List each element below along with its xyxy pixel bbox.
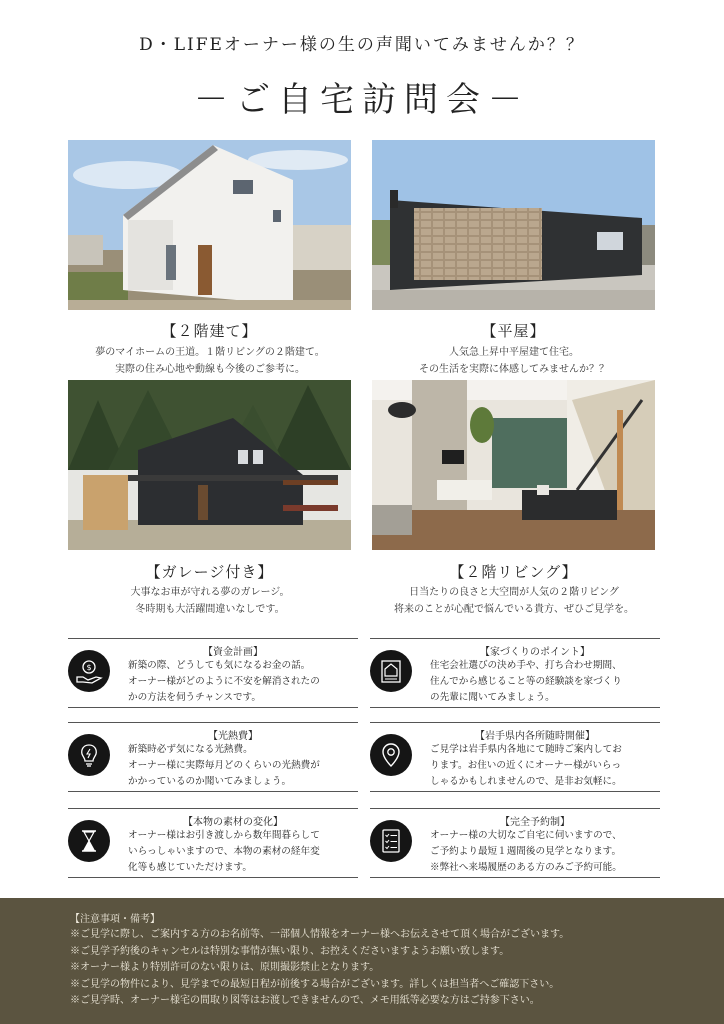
- info-line: オーナー様はお引き渡しから数年間暮らして: [128, 830, 320, 841]
- card-2f-living-title: 【２階リビング】: [449, 563, 578, 581]
- card-desc-line: 人気急上昇中平屋建て住宅。: [449, 347, 579, 358]
- info-line: ご見学は岩手県内各地にて随時ご案内してお: [430, 744, 622, 755]
- notes-section: [0, 898, 724, 1024]
- divider: [68, 791, 358, 792]
- card-desc-line: 日当たりの良さと大空間が人気の２階リビング: [409, 587, 619, 598]
- info-utility-costs: [68, 722, 358, 792]
- card-two-story-title: 【２階建て】: [161, 322, 258, 340]
- info-text: [128, 742, 360, 790]
- divider: [68, 638, 358, 639]
- info-line: 新築の際、どうしても気になるお金の話。: [128, 660, 311, 671]
- info-text: [128, 828, 360, 876]
- info-line: 新築時必ず気になる光熱費。: [128, 744, 253, 755]
- info-text: [430, 742, 662, 790]
- info-title: 【岩手県内各所随時開催】: [475, 731, 595, 742]
- info-line: しゃるかもしれませんので、是非お気軽に。: [430, 776, 622, 787]
- info-title: 【光熱費】: [208, 731, 258, 742]
- info-line: かの方法を伺うチャンスです。: [128, 692, 261, 703]
- notes-list: [70, 927, 569, 1010]
- divider: [370, 722, 660, 723]
- info-title: 【本物の素材の変化】: [183, 817, 283, 828]
- info-line: オーナー様がどのように不安を解消されたの: [128, 676, 320, 687]
- card-garage-title: 【ガレージ付き】: [145, 563, 274, 581]
- divider: [370, 638, 660, 639]
- info-title: 【資金計画】: [203, 647, 263, 658]
- divider: [370, 707, 660, 708]
- note-item: ※ご見学に際し、ご案内する方のお名前等、一部個人情報をオーナー様へお伝えさせて頂く場合がございます。: [70, 929, 570, 940]
- info-line: ※弊社へ来場履歴のある方のみご予約可能。: [430, 862, 622, 873]
- divider: [68, 808, 358, 809]
- notes-title: 【注意事項・備考】: [70, 914, 160, 925]
- page-title: －ご自宅訪問会－: [194, 80, 530, 120]
- divider: [68, 707, 358, 708]
- card-desc-line: 実際の住み心地や動線も今後のご参考に。: [115, 364, 305, 375]
- info-title: 【家づくりのポイント】: [480, 647, 590, 658]
- divider: [370, 877, 660, 878]
- note-item: ※ご見学の物件により、見学までの最短日程が前後する場合がございます。詳しくは担当者へご確認下さい。: [70, 978, 560, 990]
- info-home-building-points: [370, 638, 660, 708]
- divider: [68, 877, 358, 878]
- info-line: 住んでから感じること等の経験談を家づくり: [430, 676, 622, 687]
- divider: [68, 722, 358, 723]
- page-subtitle: D・LIFEオーナー様の生の声聞いてみませんか？？: [139, 35, 585, 55]
- info-text: [430, 828, 662, 876]
- card-single-story-title: 【平屋】: [481, 322, 546, 340]
- info-line: オーナー様の大切なご自宅に伺いますので、: [430, 830, 622, 841]
- card-desc-line: 夢のマイホームの王道。１階リビングの２階建て。: [95, 347, 325, 358]
- card-desc-line: 冬時期も大活躍間違いなしです。: [135, 604, 285, 615]
- lightbulb-icon: [68, 734, 110, 776]
- note-item: ※ご見学予約後のキャンセルは特別な事情が無い限り、お控えくださいますようお願い致します。: [70, 945, 510, 957]
- info-text: [430, 658, 662, 706]
- photo-garage-house: [68, 380, 351, 550]
- svg-text:$: $: [86, 663, 92, 672]
- info-material-aging: [68, 808, 358, 878]
- card-garage-desc: [60, 584, 360, 618]
- card-two-story-desc: [60, 344, 360, 378]
- info-funding-plan: [68, 638, 358, 708]
- info-title: 【完全予約制】: [500, 817, 570, 828]
- info-line: ります。お住いの近くにオーナー様がいらっ: [430, 760, 622, 771]
- info-iwate-locations: [370, 722, 660, 792]
- card-single-story-desc: [364, 344, 664, 378]
- divider: [370, 791, 660, 792]
- card-desc-line: 大事なお車が守れる夢のガレージ。: [130, 587, 290, 598]
- info-line: ご予約より最短１週間後の見学となります。: [430, 846, 622, 857]
- checklist-icon: [370, 820, 412, 862]
- photo-single-story-house: [372, 140, 655, 310]
- house-plan-icon: [370, 650, 412, 692]
- info-line: 化等も感じていただけます。: [128, 862, 252, 873]
- photo-living-room: [372, 380, 655, 550]
- money-hand-icon: [68, 650, 110, 692]
- photo-two-story-house: [68, 140, 351, 310]
- info-line: 住宅会社選びの決め手や、打ち合わせ期間、: [430, 660, 622, 671]
- note-item: ※ご見学時、オーナー様宅の間取り図等はお渡しできませんので、メモ用紙等必要な方はご持参下さい。: [70, 995, 540, 1006]
- divider: [370, 808, 660, 809]
- card-2f-living-desc: [364, 584, 664, 618]
- card-desc-line: 将来のことが心配で悩んでいる貴方、ぜひご見学を。: [394, 604, 634, 615]
- location-pin-icon: [370, 734, 412, 776]
- info-line: オーナー様に実際毎月どのくらいの光熱費が: [128, 760, 320, 771]
- hourglass-icon: [68, 820, 110, 862]
- card-desc-line: その生活を実際に体感してみませんか？？: [419, 364, 609, 375]
- info-line: の先輩に聞いてみましょう。: [430, 692, 555, 703]
- info-reservation-only: [370, 808, 660, 878]
- info-text: [128, 658, 360, 706]
- info-line: かかっているのか聞いてみましょう。: [128, 776, 292, 787]
- info-line: いらっしゃいますので、本物の素材の経年変: [128, 846, 320, 857]
- note-item: ※オーナー様より特別許可のない限りは、原則撮影禁止となります。: [70, 962, 380, 973]
